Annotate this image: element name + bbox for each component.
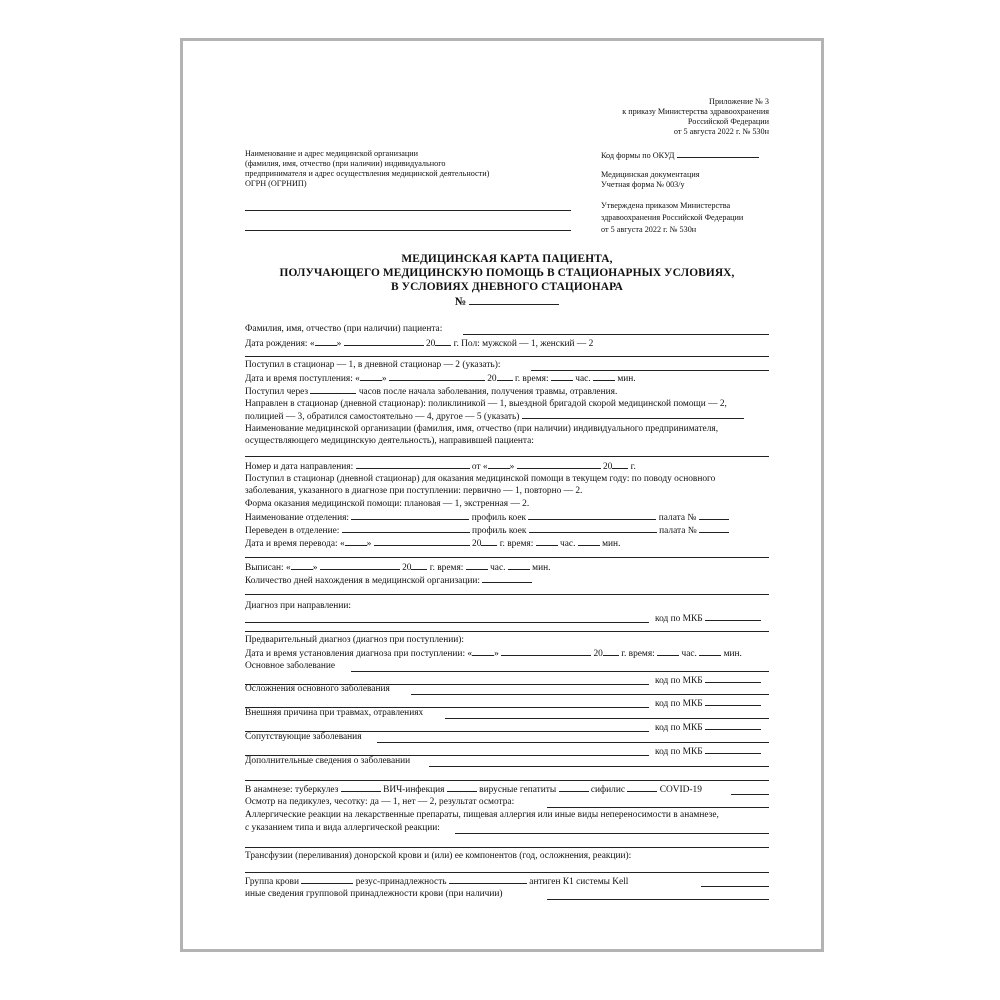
diag-hour-field[interactable] <box>657 647 679 656</box>
diag-ref-mkb-field[interactable] <box>705 612 761 621</box>
org-fill-line-2[interactable] <box>245 230 571 231</box>
diag-ref-mkb: код по МКБ <box>655 612 761 626</box>
title-line-2: ПОЛУЧАЮЩЕГО МЕДИЦИНСКУЮ ПОМОЩЬ В СТАЦИОНАРНЫХ УСЛОВИЯХ, <box>279 267 735 279</box>
ref-day-field[interactable] <box>488 460 510 469</box>
referred-line-2: полицией — 3, обратился самостоятельно — 4, другое — 5 (указать) <box>245 410 744 424</box>
transfer-hour-field[interactable] <box>536 537 558 546</box>
okud-field[interactable] <box>677 149 759 158</box>
external-mkb-field[interactable] <box>705 721 761 730</box>
admission-datetime-row: Дата и время поступления: « » 20 г. время: час. мин. <box>245 374 636 384</box>
dept-ward-field[interactable] <box>699 511 729 520</box>
allergy-field-2[interactable] <box>245 847 769 848</box>
ref-org-line-1: Наименование медицинской организации (фамилия, имя, отчество (при наличии) индивидуального предпринимателя, <box>245 424 719 434</box>
transfer-datetime-row: Дата и время перевода: « » 20 г. время: час. мин. <box>245 539 621 549</box>
covid-field[interactable] <box>731 794 769 795</box>
referred-other-field[interactable] <box>522 410 744 419</box>
dob-row: Дата рождения: « » 20 г. Пол: мужской — 1, женский — 2 <box>245 339 594 349</box>
diag-ref-label: Диагноз при направлении: <box>245 601 351 611</box>
fio-label: Фамилия, имя, отчество (при наличии) пациента: <box>245 324 443 334</box>
tb-field[interactable] <box>341 783 381 792</box>
referred-line-1: Направлен в стационар (дневной стационар): поликлиникой — 1, выездной бригадой скорой медицинской помощи — 2, <box>245 399 727 409</box>
concomitant-label: Сопутствующие заболевания <box>245 732 362 742</box>
disch-min-field[interactable] <box>508 561 530 570</box>
admitted-label: Поступил в стационар — 1, в дневной стационар — 2 (указать): <box>245 360 501 370</box>
diag-year-field[interactable] <box>603 647 619 656</box>
adm-year-field[interactable] <box>497 372 513 381</box>
allergy-line-2: с указанием типа и вида аллергической реакции: <box>245 823 440 833</box>
blood-group-field[interactable] <box>301 875 353 884</box>
disch-hour-field[interactable] <box>466 561 488 570</box>
separator <box>245 356 769 357</box>
approved-line-1: Утверждена приказом Министерства <box>601 201 731 210</box>
diag-ref-field[interactable] <box>245 622 649 623</box>
transfer-year-field[interactable] <box>481 537 497 546</box>
org-line-1: Наименование и адрес медицинской организации <box>245 149 418 158</box>
transfer-ward-field[interactable] <box>699 524 729 533</box>
lice-field[interactable] <box>547 807 769 808</box>
allergy-field[interactable] <box>455 833 769 834</box>
referral-number-row: Номер и дата направления: от « » 20 г. <box>245 462 636 472</box>
syphilis-field[interactable] <box>627 783 657 792</box>
card-number-field[interactable] <box>469 294 559 305</box>
annex-line-2: к приказу Министерства здравоохранения <box>622 107 769 116</box>
fio-field[interactable] <box>463 334 769 335</box>
rh-field[interactable] <box>449 875 527 884</box>
ref-org-line-2: осуществляющего медицинскую деятельность), направившей пациента: <box>245 436 534 446</box>
transfer-month-field[interactable] <box>374 537 470 546</box>
concomitant-field[interactable] <box>377 742 769 743</box>
concom-mkb-field[interactable] <box>705 745 761 754</box>
current-year-line-2: заболевания, указанного в диагнозе при поступлении: первично — 1, повторно — 2. <box>245 486 583 496</box>
current-year-line-1: Поступил в стационар (дневной стационар) для оказания медицинской помощи в текущем году: по поводу основного <box>245 474 716 484</box>
transfer-profile-field[interactable] <box>529 524 657 533</box>
compl-mkb-field[interactable] <box>705 697 761 706</box>
ref-month-field[interactable] <box>517 460 601 469</box>
adm-month-field[interactable] <box>389 372 485 381</box>
adm-day-field[interactable] <box>360 372 382 381</box>
blood-row: Группа крови резус-принадлежность антиген К1 системы Kell <box>245 877 629 887</box>
form-content <box>245 41 769 949</box>
separator <box>245 631 769 632</box>
form-sheet <box>180 38 824 952</box>
separator <box>245 557 769 558</box>
admission-delay-row: Поступил через часов после начала заболевания, получения травмы, отравления. <box>245 387 618 397</box>
transfer-dept-field[interactable] <box>342 524 470 533</box>
referral-number-field[interactable] <box>356 460 470 469</box>
prelim-label: Предварительный диагноз (диагноз при поступлении): <box>245 635 464 645</box>
hiv-field[interactable] <box>447 783 477 792</box>
org-line-2: (фамилия, имя, отчество (при наличии) индивидуального <box>245 159 446 168</box>
main-disease-mkb: код по МКБ <box>655 674 761 688</box>
disch-year-field[interactable] <box>411 561 427 570</box>
kell-field[interactable] <box>701 886 769 887</box>
title-line-3: В УСЛОВИЯХ ДНЕВНОГО СТАЦИОНАРА <box>390 281 623 293</box>
okud-label: Код формы по ОКУД <box>601 149 759 161</box>
adm-hour-field[interactable] <box>551 372 573 381</box>
other-blood-field[interactable] <box>547 899 769 900</box>
transfusion-label: Трансфузии (переливания) донорской крови и (или) ее компонентов (год, осложнения, реакции): <box>245 851 632 861</box>
ref-org-field[interactable] <box>245 456 769 457</box>
card-number: № <box>245 294 769 309</box>
diag-month-field[interactable] <box>501 647 591 656</box>
annex-line-4: от 5 августа 2022 г. № 530н <box>673 127 769 136</box>
dob-day-field[interactable] <box>315 337 337 346</box>
hours-field[interactable] <box>310 385 356 394</box>
care-form: Форма оказания медицинской помощи: плановая — 1, экстренная — 2. <box>245 499 530 509</box>
lice-label: Осмотр на педикулез, чесотку: да — 1, нет — 2, результат осмотра: <box>245 797 515 807</box>
diag-day-field[interactable] <box>472 647 494 656</box>
approved-line-2: здравоохранения Российской Федерации <box>601 213 744 222</box>
transfer-row: Переведен в отделение: профиль коек палата № <box>245 524 729 538</box>
org-fill-line-1[interactable] <box>245 210 571 211</box>
dept-field[interactable] <box>351 511 469 520</box>
days-row: Количество дней нахождения в медицинской организации: <box>245 574 532 588</box>
external-cause-mkb: код по МКБ <box>655 721 761 735</box>
concomitant-mkb: код по МКБ <box>655 745 761 759</box>
dob-year-field[interactable] <box>435 337 451 346</box>
complications-mkb: код по МКБ <box>655 697 761 711</box>
allergy-line-1: Аллергические реакции на лекарственные препараты, пищевая аллергия или иные виды непереносимости в анамнезе, <box>245 810 719 820</box>
ref-year-field[interactable] <box>612 460 628 469</box>
other-blood-label: иные сведения групповой принадлежности крови (при наличии) <box>245 889 503 899</box>
annex-line-1: Приложение № 3 <box>709 97 769 106</box>
approved-line-3: от 5 августа 2022 г. № 530н <box>601 225 697 234</box>
additional-info-field[interactable] <box>429 766 769 767</box>
separator <box>245 780 769 781</box>
diag-datetime-row: Дата и время установления диагноза при поступлении: « » 20 г. время: час. мин. <box>245 649 742 659</box>
dob-month-field[interactable] <box>344 337 424 346</box>
additional-info-label: Дополнительные сведения о заболевании <box>245 756 411 766</box>
complications-label: Осложнения основного заболевания <box>245 684 390 694</box>
org-line-3: предпринимателя и адрес осуществления медицинской деятельности) <box>245 169 490 178</box>
annex-line-3: Российской Федерации <box>687 117 769 126</box>
form-number: Учетная форма № 003/у <box>601 180 685 189</box>
med-doc-label: Медицинская документация <box>601 170 700 179</box>
hepatitis-field[interactable] <box>559 783 589 792</box>
adm-min-field[interactable] <box>593 372 615 381</box>
transfusion-field[interactable] <box>245 872 769 873</box>
transfer-min-field[interactable] <box>578 537 600 546</box>
anamnesis-row: В анамнезе: туберкулез ВИЧ-инфекция вирусные гепатиты сифилис COVID-19 <box>245 785 702 795</box>
main-mkb-field[interactable] <box>705 674 761 683</box>
main-disease-label: Основное заболевание <box>245 661 336 671</box>
external-cause-field[interactable] <box>445 718 769 719</box>
separator <box>245 594 769 595</box>
discharge-row: Выписан: « » 20 г. время: час. мин. <box>245 563 551 573</box>
admitted-field[interactable] <box>531 370 769 371</box>
main-disease-field[interactable] <box>351 671 769 672</box>
days-field[interactable] <box>482 574 532 583</box>
external-cause-label: Внешняя причина при травмах, отравлениях <box>245 708 424 718</box>
disch-day-field[interactable] <box>291 561 313 570</box>
complications-field[interactable] <box>411 694 769 695</box>
transfer-day-field[interactable] <box>345 537 367 546</box>
diag-min-field[interactable] <box>699 647 721 656</box>
disch-month-field[interactable] <box>320 561 400 570</box>
dept-profile-field[interactable] <box>528 511 656 520</box>
title-line-1: МЕДИЦИНСКАЯ КАРТА ПАЦИЕНТА, <box>401 253 613 265</box>
department-row: Наименование отделения: профиль коек палата № <box>245 511 729 525</box>
org-ogrn: ОГРН (ОГРНИП) <box>245 179 307 188</box>
